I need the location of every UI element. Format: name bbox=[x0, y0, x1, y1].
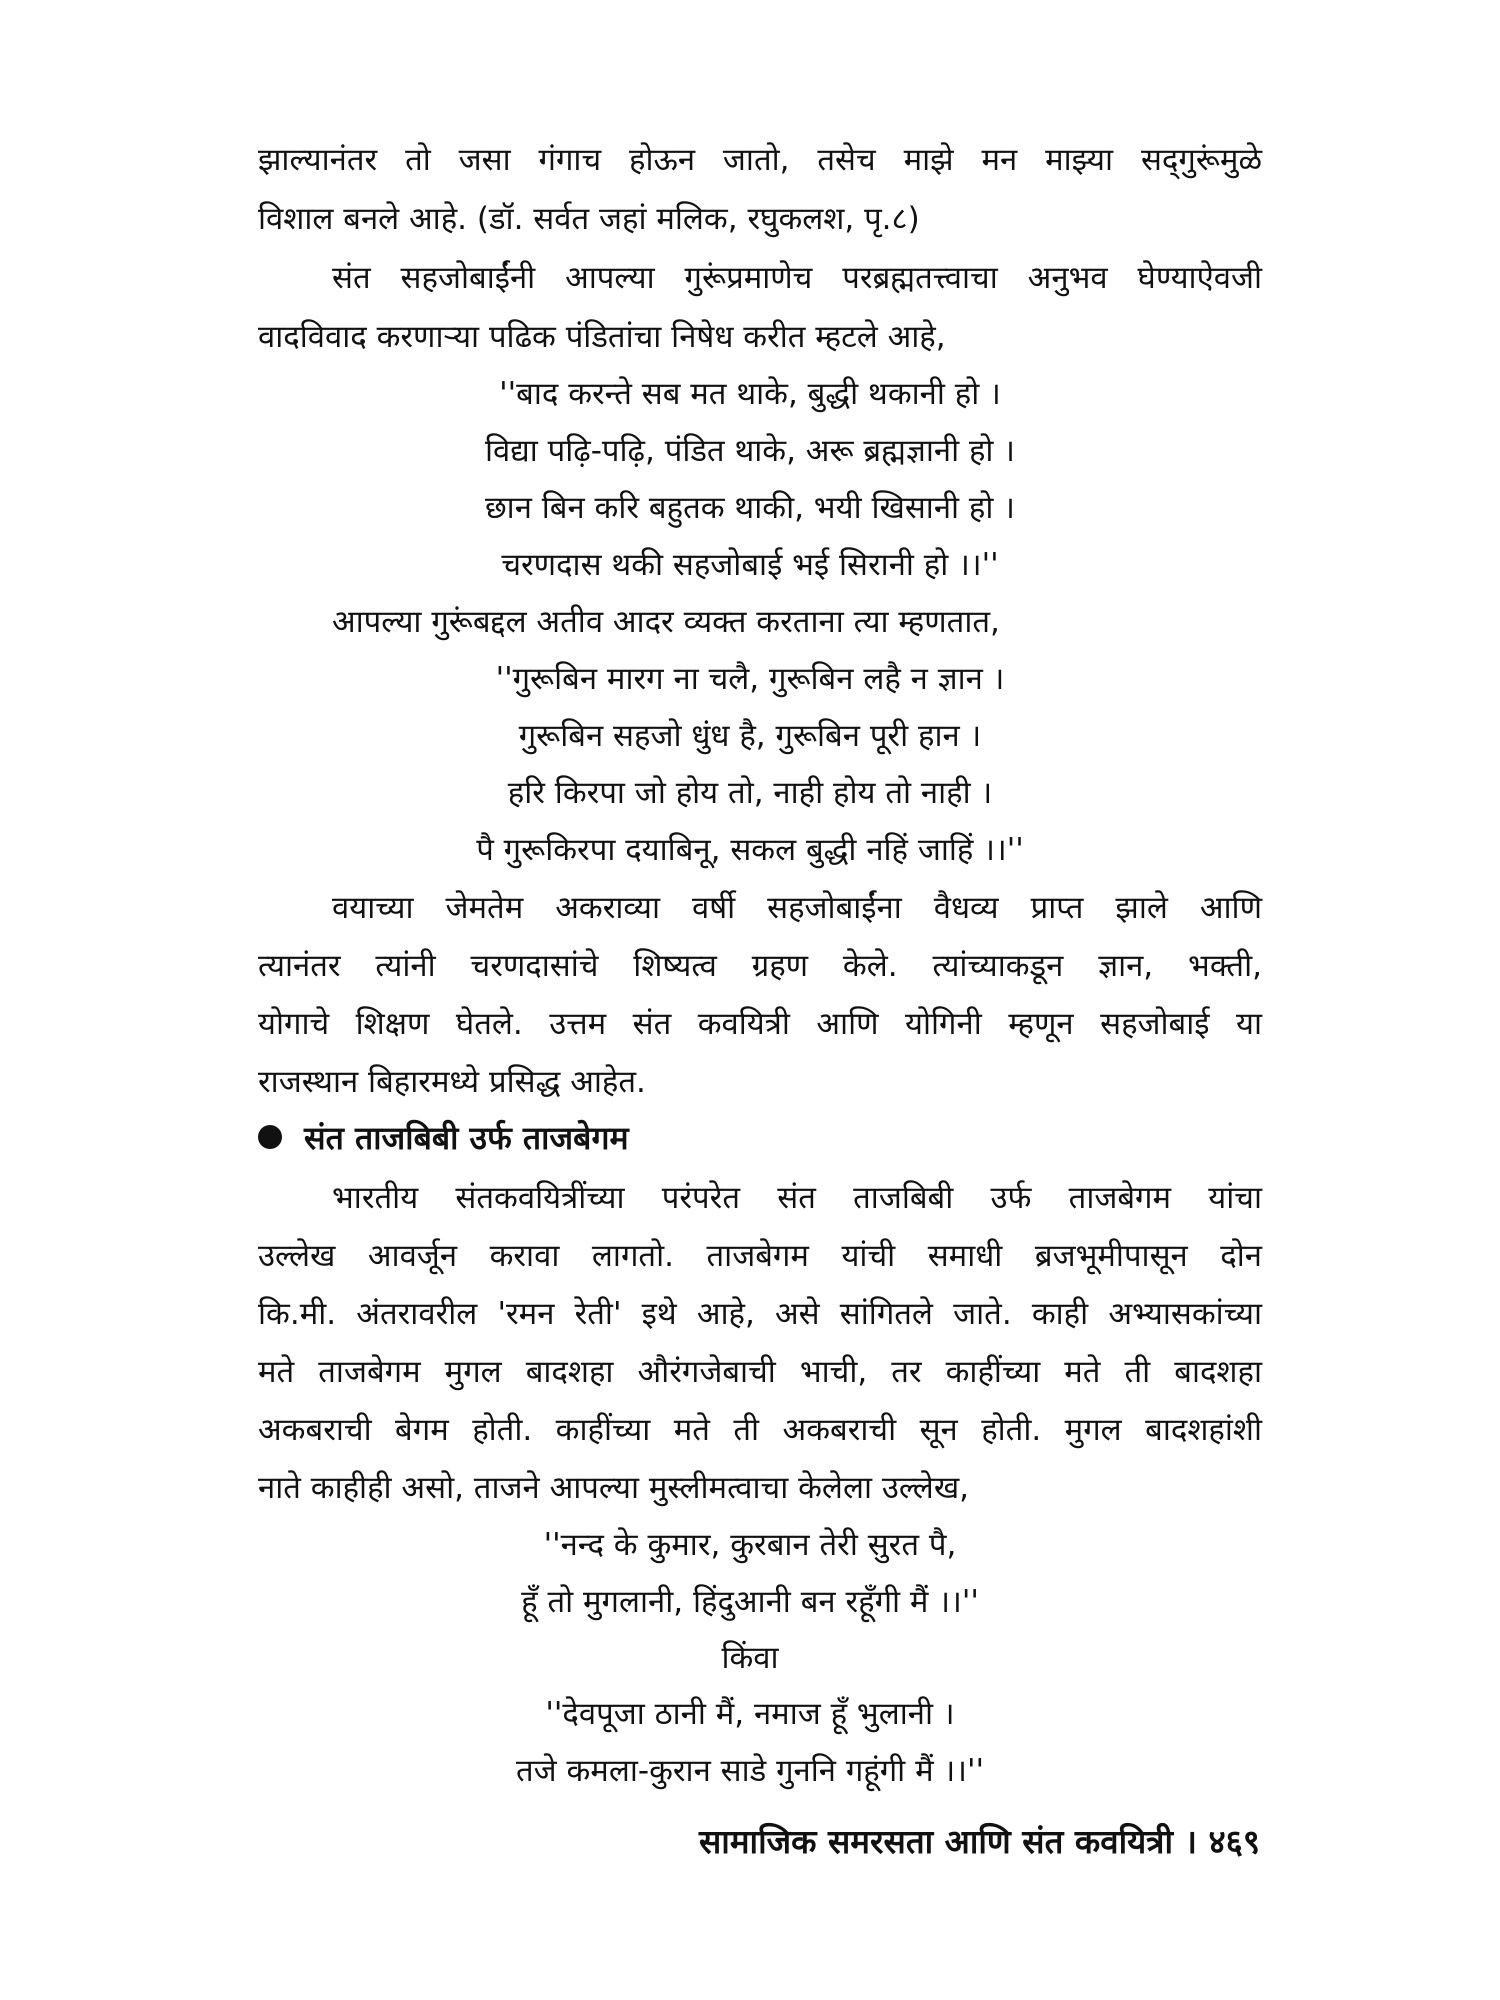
verse-line: गुरूबिन सहजो धुंध है, गुरूबिन पूरी हान । bbox=[518, 718, 982, 754]
paragraph-line: नाते काहीही असो, ताजने आपल्या मुस्लीमत्वाचा केलेला उल्लेख, bbox=[258, 1470, 970, 1506]
paragraph-line: योगाचे शिक्षण घेतले. उत्तम संत कवयित्री आणि योगिनी म्हणून सहजोबाई या bbox=[258, 1006, 1262, 1042]
section-heading-text: संत ताजबिबी उर्फ ताजबेगम bbox=[304, 1119, 629, 1157]
paragraph-line: झाल्यानंतर तो जसा गंगाच होऊन जातो, तसेच माझे मन माझ्या सद्‌गुरूंमुळे bbox=[258, 142, 1262, 178]
intro-line: आपल्या गुरूंबद्दल अतीव आदर व्यक्त करताना त्या म्हणतात, bbox=[332, 604, 1000, 640]
verse-line: चरणदास थकी सहजोबाई भई सिरानी हो ।।'' bbox=[501, 547, 999, 583]
section-heading bbox=[258, 1118, 629, 1158]
paragraph-line: संत सहजोबाईंनी आपल्या गुरूंप्रमाणेच परब्रह्मतत्त्वाचा अनुभव घेण्याऐवजी bbox=[332, 260, 1262, 296]
paragraph-line: उल्लेख आवर्जून करावा लागतो. ताजबेगम यांची समाधी ब्रजभूमीपासून दोन bbox=[258, 1238, 1262, 1274]
paragraph-line: कि.मी. अंतरावरील 'रमन रेती' इथे आहे, असे सांगितले जाते. काही अभ्यासकांच्या bbox=[258, 1296, 1262, 1332]
bullet-icon bbox=[258, 1125, 282, 1149]
verse-line: ''बाद करन्ते सब मत थाके, बुद्धी थकानी हो । bbox=[499, 376, 1001, 412]
verse-line: हूँ तो मुगलानी, हिंदुआनी बन रहूँगी मैं ।।'' bbox=[521, 1584, 979, 1620]
verse-line: ''देवपूजा ठानी मैं, नमाज हूँ भुलानी । bbox=[545, 1696, 955, 1732]
verse-line: छान बिन करि बहुतक थाकी, भयी खिसानी हो । bbox=[484, 490, 1016, 526]
paragraph-line: वयाच्या जेमतेम अकराव्या वर्षी सहजोबाईंना वैधव्य प्राप्त झाले आणि bbox=[332, 890, 1262, 926]
verse-line: पै गुरूकिरपा दयाबिनू, सकल बुद्धी नहिं जाहिं ।।'' bbox=[476, 832, 1024, 868]
verse-line: विद्या पढ़ि-पढ़ि, पंडित थाके, अरू ब्रह्मज्ञानी हो । bbox=[484, 433, 1016, 469]
paragraph-line: राजस्थान बिहारमध्ये प्रसिद्ध आहेत. bbox=[258, 1064, 646, 1100]
paragraph-line: मते ताजबेगम मुगल बादशहा औरंगजेबाची भाची, तर काहींच्या मते ती बादशहा bbox=[258, 1354, 1262, 1390]
page-footer: सामाजिक समरसता आणि संत कवयित्री । ४६९ bbox=[698, 1822, 1260, 1861]
paragraph-line: अकबराची बेगम होती. काहींच्या मते ती अकबराची सून होती. मुगल बादशहांशी bbox=[258, 1412, 1262, 1448]
or-separator: किंवा bbox=[721, 1640, 779, 1676]
verse-line: ''नन्द के कुमार, कुरबान तेरी सुरत पै, bbox=[543, 1527, 957, 1563]
paragraph-line: त्यानंतर त्यांनी चरणदासांचे शिष्यत्व ग्रहण केले. त्यांच्याकडून ज्ञान, भक्ती, bbox=[258, 948, 1262, 984]
paragraph-line: वादविवाद करणाऱ्या पढिक पंडितांचा निषेध करीत म्हटले आहे, bbox=[258, 319, 946, 355]
paragraph-line: विशाल बनले आहे. (डॉ. सर्वत जहां मलिक, रघुकलश, पृ.८) bbox=[258, 201, 920, 237]
paragraph-line: भारतीय संतकवयित्रींच्या परंपरेत संत ताजबिबी उर्फ ताजबेगम यांचा bbox=[332, 1180, 1262, 1216]
verse-line: ''गुरूबिन मारग ना चलै, गुरूबिन लहै न ज्ञान । bbox=[495, 661, 1005, 697]
verse-line: हरि किरपा जो होय तो, नाही होय तो नाही । bbox=[507, 775, 993, 811]
verse-line: तजे कमला-कुरान साडे गुननि गहूंगी मैं ।।'' bbox=[515, 1753, 985, 1789]
